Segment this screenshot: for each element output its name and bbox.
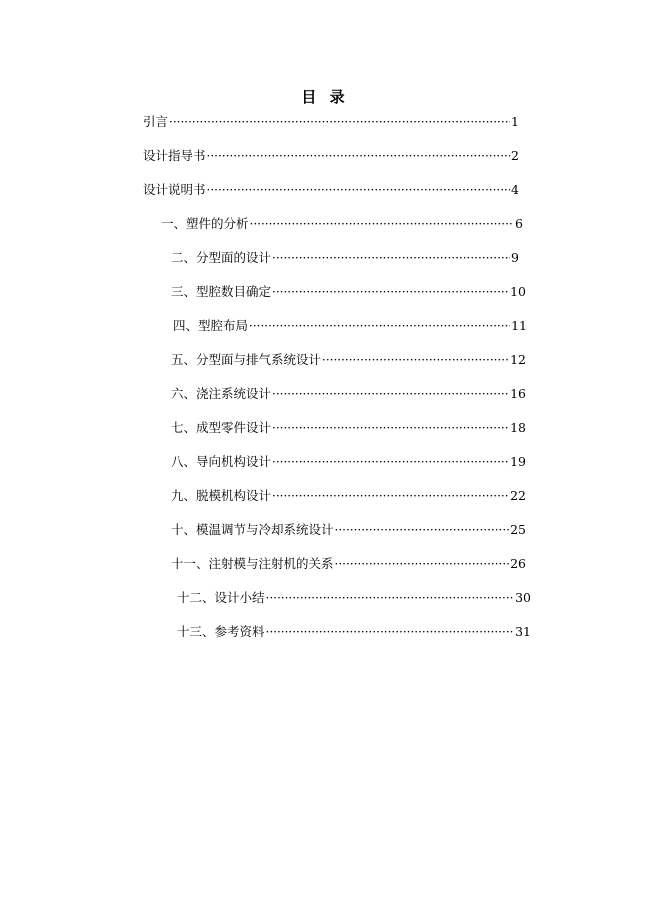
toc-page-number: 10 <box>510 284 526 299</box>
toc-page-number: 4 <box>511 182 519 197</box>
toc-entry-section-11[interactable] <box>171 554 526 574</box>
toc-page-number: 11 <box>511 318 527 333</box>
toc-leader-dots <box>272 384 509 404</box>
toc-leader-dots <box>272 452 509 472</box>
toc-leader-dots <box>272 486 509 506</box>
toc-entry-introduction[interactable] <box>143 112 519 132</box>
toc-entry-label: 十一、注射模与注射机的关系 <box>171 556 334 571</box>
toc-entry-section-1[interactable] <box>161 214 523 234</box>
toc-page-number: 30 <box>515 590 531 605</box>
toc-entry-label: 六、浇注系统设计 <box>171 386 272 401</box>
toc-entry-section-12[interactable] <box>177 588 531 608</box>
toc-page-number: 16 <box>510 386 526 401</box>
toc-entry-section-5[interactable] <box>171 350 526 370</box>
toc-leader-dots <box>207 180 511 200</box>
toc-leader-dots <box>266 588 515 608</box>
toc-entry-label: 八、导向机构设计 <box>171 454 272 469</box>
toc-entry-label: 设计指导书 <box>143 148 206 163</box>
toc-leader-dots <box>266 622 515 642</box>
toc-entry-section-10[interactable] <box>171 520 526 540</box>
toc-entry-section-9[interactable] <box>171 486 526 506</box>
toc-entry-label: 二、分型面的设计 <box>171 250 272 265</box>
toc-entry-section-4[interactable] <box>173 316 527 336</box>
toc-page-number: 1 <box>511 114 519 129</box>
toc-page-number: 6 <box>515 216 523 231</box>
toc-page-number: 22 <box>510 488 526 503</box>
toc-leader-dots <box>335 520 510 540</box>
toc-entry-section-7[interactable] <box>171 418 526 438</box>
toc-entry-design-guide[interactable] <box>143 146 519 166</box>
toc-entry-section-3[interactable] <box>171 282 526 302</box>
toc-leader-dots <box>272 282 509 302</box>
toc-page-number: 9 <box>511 250 519 265</box>
toc-entry-section-6[interactable] <box>171 384 526 404</box>
toc-leader-dots <box>169 112 510 132</box>
toc-entry-label: 一、塑件的分析 <box>161 216 249 231</box>
toc-page-number: 25 <box>510 522 526 537</box>
toc-entry-section-2[interactable] <box>171 248 519 268</box>
toc-leader-dots <box>335 554 510 574</box>
toc-page-number: 12 <box>510 352 526 367</box>
toc-page-number: 19 <box>510 454 526 469</box>
toc-page-number: 2 <box>511 148 519 163</box>
toc-leader-dots <box>322 350 509 370</box>
toc-entry-design-manual[interactable] <box>143 180 519 200</box>
toc-page-number: 31 <box>515 624 531 639</box>
toc-entry-label: 十、模温调节与冷却系统设计 <box>171 522 334 537</box>
page-title: 目 录 <box>301 88 349 106</box>
toc-page-number: 18 <box>510 420 526 435</box>
toc-leader-dots <box>250 214 515 234</box>
toc-entry-label: 三、型腔数目确定 <box>171 284 272 299</box>
toc-entry-label: 四、型腔布局 <box>173 318 249 333</box>
toc-leader-dots <box>207 146 511 166</box>
toc-leader-dots <box>272 248 510 268</box>
toc-entry-label: 设计说明书 <box>143 182 206 197</box>
toc-leader-dots <box>272 418 509 438</box>
toc-entry-section-8[interactable] <box>171 452 526 472</box>
toc-entry-label: 十三、参考资料 <box>177 624 265 639</box>
toc-entry-label: 十二、设计小结 <box>177 590 265 605</box>
toc-entry-section-13[interactable] <box>177 622 531 642</box>
toc-entry-label: 引言 <box>143 114 169 129</box>
toc-entry-label: 九、脱模机构设计 <box>171 488 272 503</box>
toc-page-number: 26 <box>510 556 526 571</box>
toc-leader-dots <box>249 316 510 336</box>
toc-entry-label: 七、成型零件设计 <box>171 420 272 435</box>
toc-entry-label: 五、分型面与排气系统设计 <box>171 352 322 367</box>
